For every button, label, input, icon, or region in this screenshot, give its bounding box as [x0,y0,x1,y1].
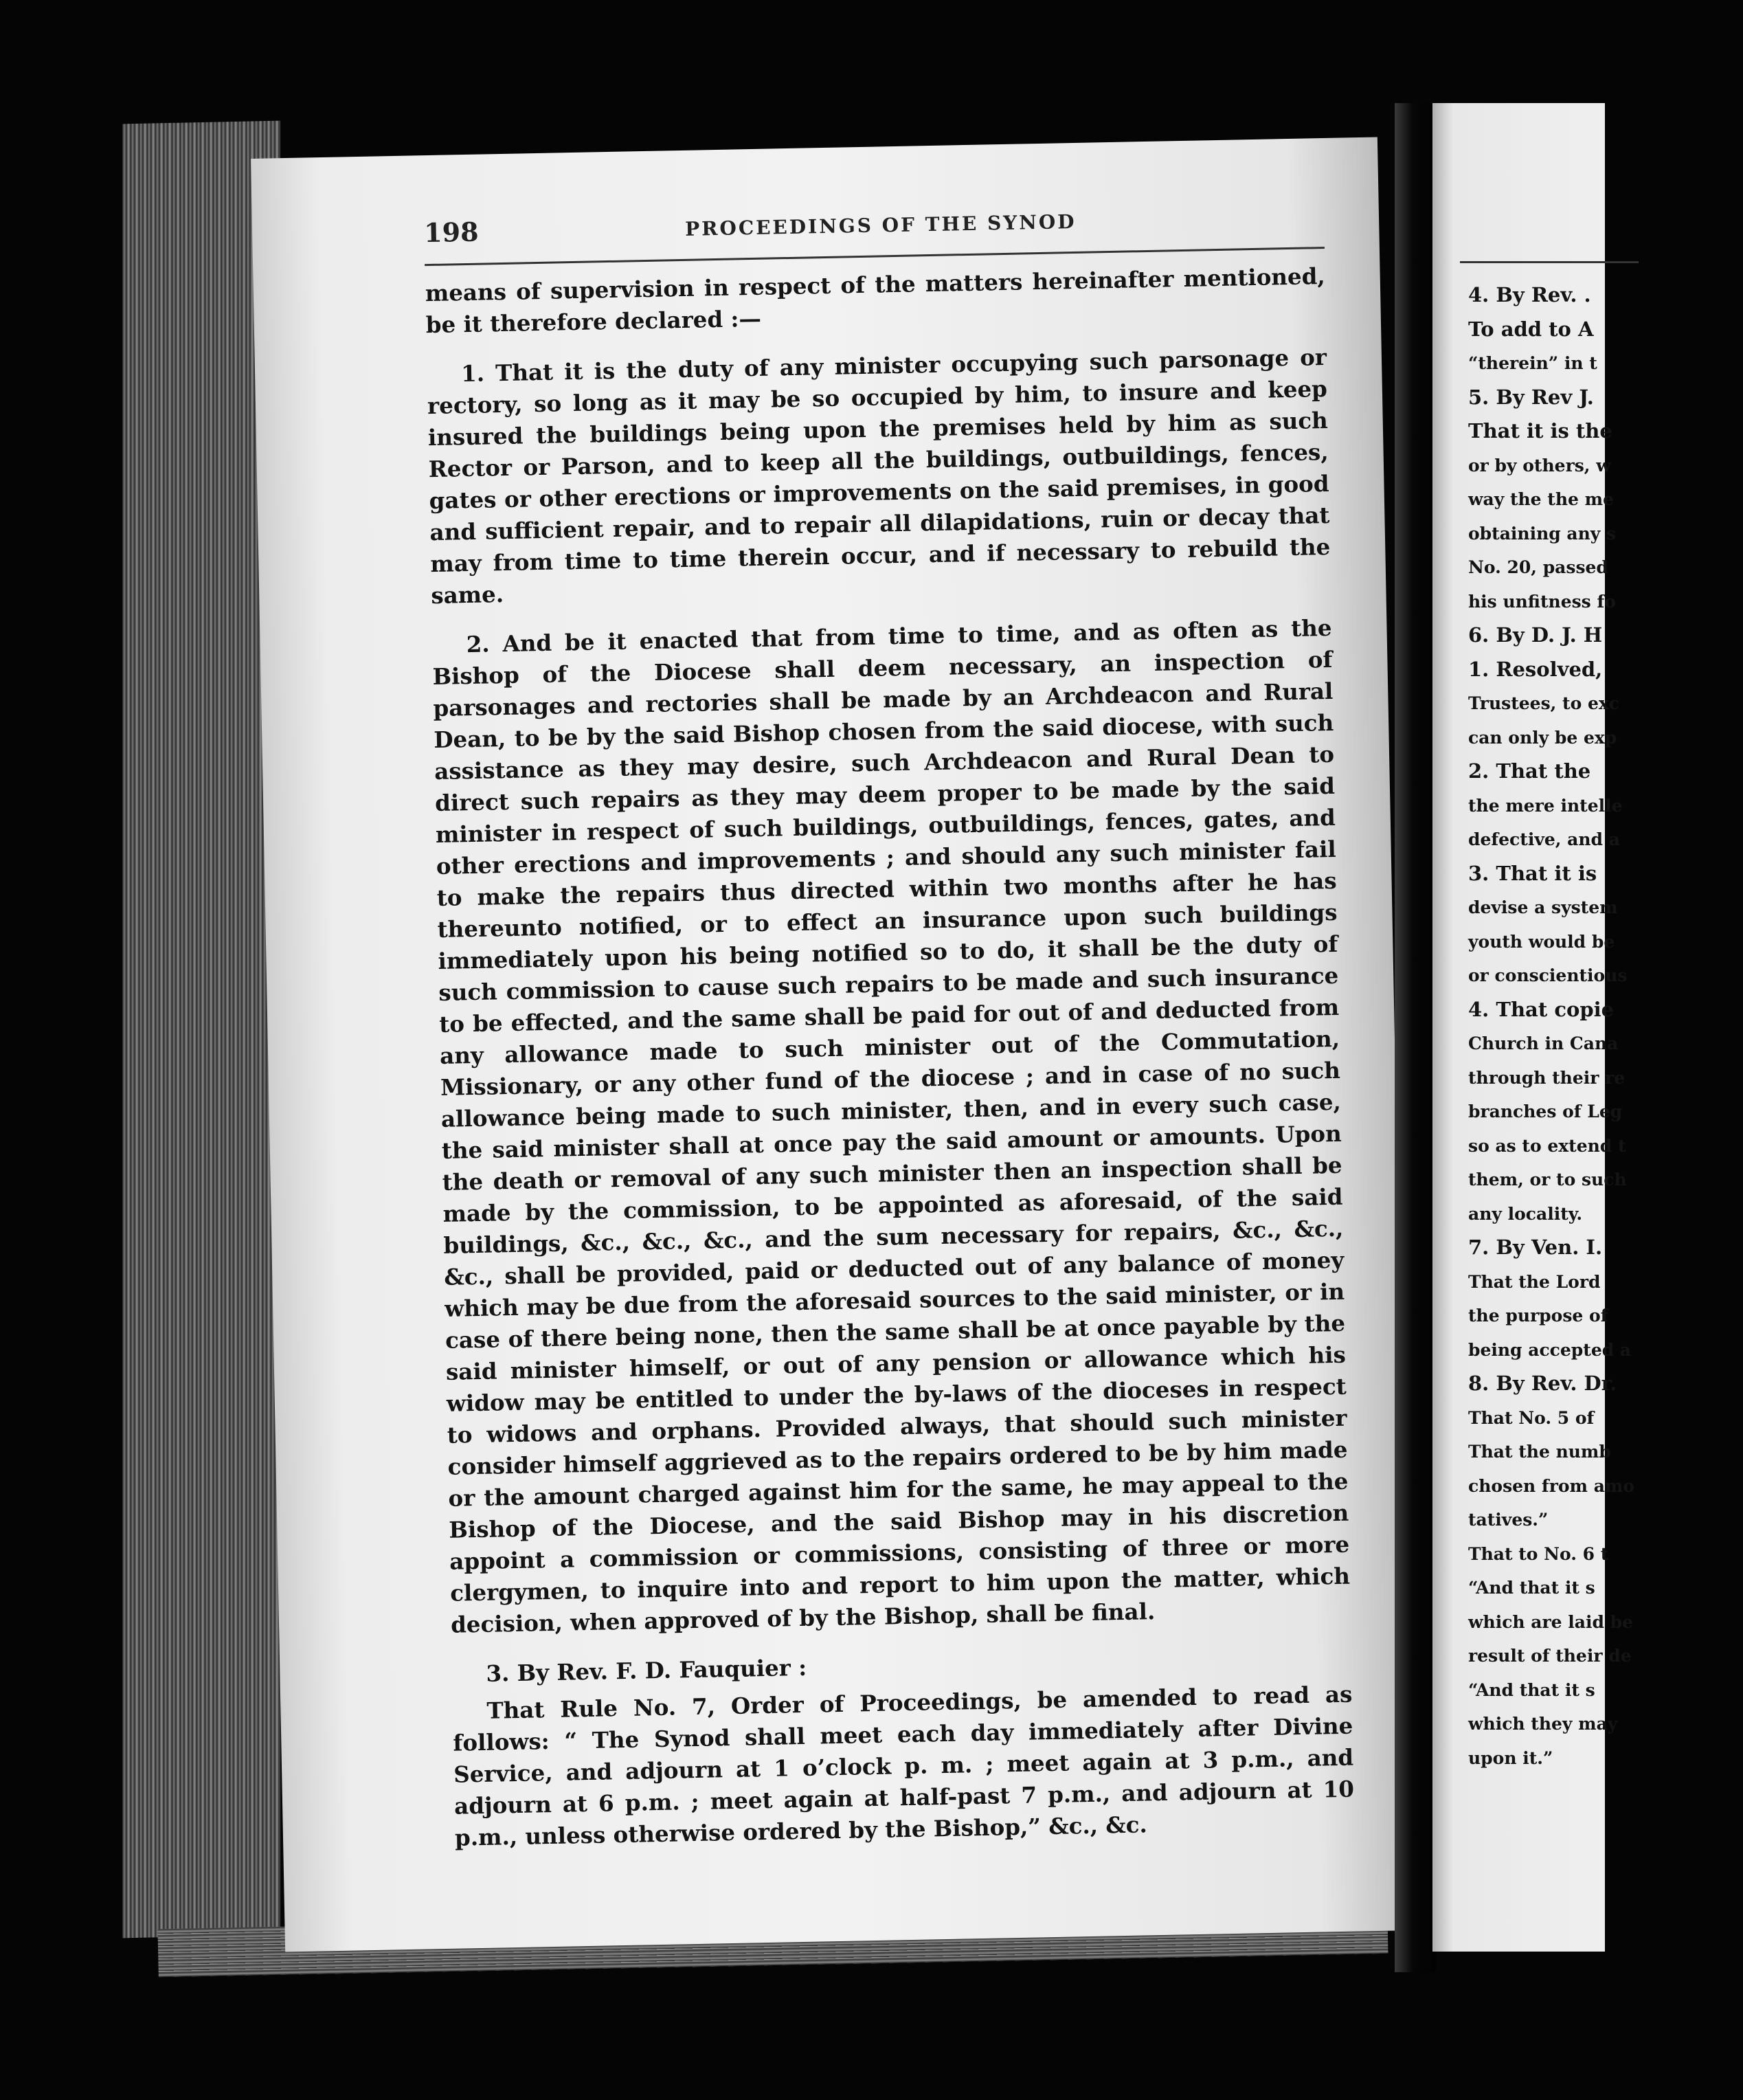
text-line: or conscientious [1468,965,1628,985]
text-line: No. 20, passed [1468,557,1608,577]
text-line: 4. By Rev. . [1468,283,1591,306]
text-line: That it is the [1468,419,1612,443]
paragraph: 1. That it is the duty of any minister occupying such parsonage or rectory, so long as it may be so occupied by him, to insure and keep insured the buildings being upon the premises held by him as such Rector or Parson, and to keep all the buildings, outbuildings, fences, gates or other erections or improvements on the said premises, in good and sufficient repair, and to repair all dilapidations, ruin or decay that may from time to time therein occur, and if necessary to rebuild the same. [427,343,1331,610]
paragraph: 2. And be it enacted that from time to time, and as often as the Bishop of the Diocese shall deem necessary, an inspection of parsonages and rectories shall be made by an Archdeacon and Rural Dean, to be by the said Bishop chosen from the said diocese, with such assistance as they may desire, such Archdeacon and Rural Dean to direct such repairs as they may deem proper to be made by the said minister in respect of such buildings, outbuildings, fences, gates, and other erections and improvements ; and should any such minister fail to make the repairs thus directed within two months after he has thereunto notified, or to effect an insurance upon such buildings immediately upon his being notified so to do, it shall be the duty of such commission to cause such repairs to be made and such insurance to be effected, and the same shall be paid for out of and deducted from any allowance made to such minister out of the Commutation, Missionary, or any other fund of the diocese ; and in case of no such allowance being made to such minister, then, and in every such case, the said minister shall at once pay the said amount or amounts. Upon the death or removal of any such minister then an inspection shall be made by the commission, to be appointed as aforesaid, of the said buildings, &c., &c., &c., and the sum necessary for repairs, &c., &c., &c., shall be provided, paid or deducted out of any balance of money which may be due from the aforesaid sources to the said minister, or in case of there being none, then the same shall be at once payable by the said minister himself, or out of any pension or allowance which his widow may be entitled to under the by-laws of the dioceses in respect to widows and orphans. Provided always, that should such minister consider himself aggrieved as to the repairs ordered to be by him made or the amount charged against him for the same, he may appeal to the Bishop of the Diocese, and the said Bishop may in his discretion appoint a commission or commissions, consisting of three or more clergymen, to inquire into and report to him upon the matter, which decision, when approved of by the Bishop, shall be final. [432,614,1351,1638]
text-line: tatives.” [1468,1510,1549,1530]
text-line: 5. By Rev J. [1468,385,1594,409]
text-line: That to No. 6 t [1468,1543,1609,1564]
text-line: being accepted a [1468,1339,1632,1360]
text-line: 8. By Rev. Dr. [1468,1372,1617,1395]
text-line: “And that it s [1468,1679,1595,1700]
text-line: branches of Leg [1468,1102,1623,1121]
text-line: 6. By D. J. H [1468,623,1603,647]
paragraph: 3. By Rev. F. D. Fauquier : [486,1653,807,1687]
running-title: PROCEEDINGS OF THE SYNOD [684,210,1077,241]
text-line: result of their de [1468,1646,1632,1666]
text-line: or by others, w [1468,455,1611,476]
text-line: way the the me [1468,489,1614,509]
text-line: so as to extend t [1468,1135,1626,1156]
right-header-rule [1460,261,1639,263]
text-line: Trustees, to exc [1468,693,1620,713]
text-line: through their re [1468,1067,1626,1088]
text-line: “therein” in t [1468,353,1597,373]
text-line: 2. That the [1468,759,1591,783]
text-line: defective, and a [1468,829,1620,849]
text-line: 4. That copie [1468,997,1615,1021]
text-line: 7. By Ven. I. [1468,1236,1603,1259]
text-line: chosen from amo [1468,1475,1635,1496]
text-line: can only be exp [1468,727,1617,748]
text-line: upon it.” [1468,1747,1553,1768]
text-line: 3. That it is [1468,861,1597,885]
text-line: That the Lord [1468,1271,1601,1292]
text-line: devise a system [1468,897,1618,917]
text-line: youth would be [1468,931,1615,952]
text-line: “And that it s [1468,1578,1595,1598]
text-line: the mere intelle [1468,795,1623,816]
page-number: 198 [423,216,479,249]
left-page [251,137,1412,1952]
text-line: any locality. [1468,1203,1583,1224]
paragraph: That Rule No. 7, Order of Proceedings, be amended to read as follows: “ The Synod shall meet each day immediately after Divine Service, and adjourn at 1 o’clock p. m. ; meet again at 3 p.m., and adjourn at 6 p.m. ; meet again at half-past 7 p.m., and adjourn at 10 p.m., unless otherwise ordered by the Bishop,” &c., &c. [453,1680,1355,1851]
text-line: That No. 5 of [1468,1407,1595,1428]
text-line: which they may [1468,1714,1618,1734]
left-page-body [425,260,1355,1872]
right-page [1432,103,1635,1952]
right-page-body [1468,278,1743,1775]
text-line: the purpose of [1468,1306,1608,1326]
text-line: 1. Resolved, [1468,657,1603,681]
text-line: his unfitness fo [1468,591,1616,612]
text-line: which are laid be [1468,1611,1634,1632]
text-line: To add to A [1468,317,1594,341]
text-line: That the numb [1468,1442,1611,1462]
text-line: Church in Cana [1468,1034,1619,1053]
text-line: them, or to such [1468,1170,1627,1189]
text-line: obtaining any s [1468,523,1617,544]
paragraph: means of supervision in respect of the matters hereinafter mentioned, be it therefore declared :— [425,262,1326,339]
book-gutter [1395,103,1436,1972]
